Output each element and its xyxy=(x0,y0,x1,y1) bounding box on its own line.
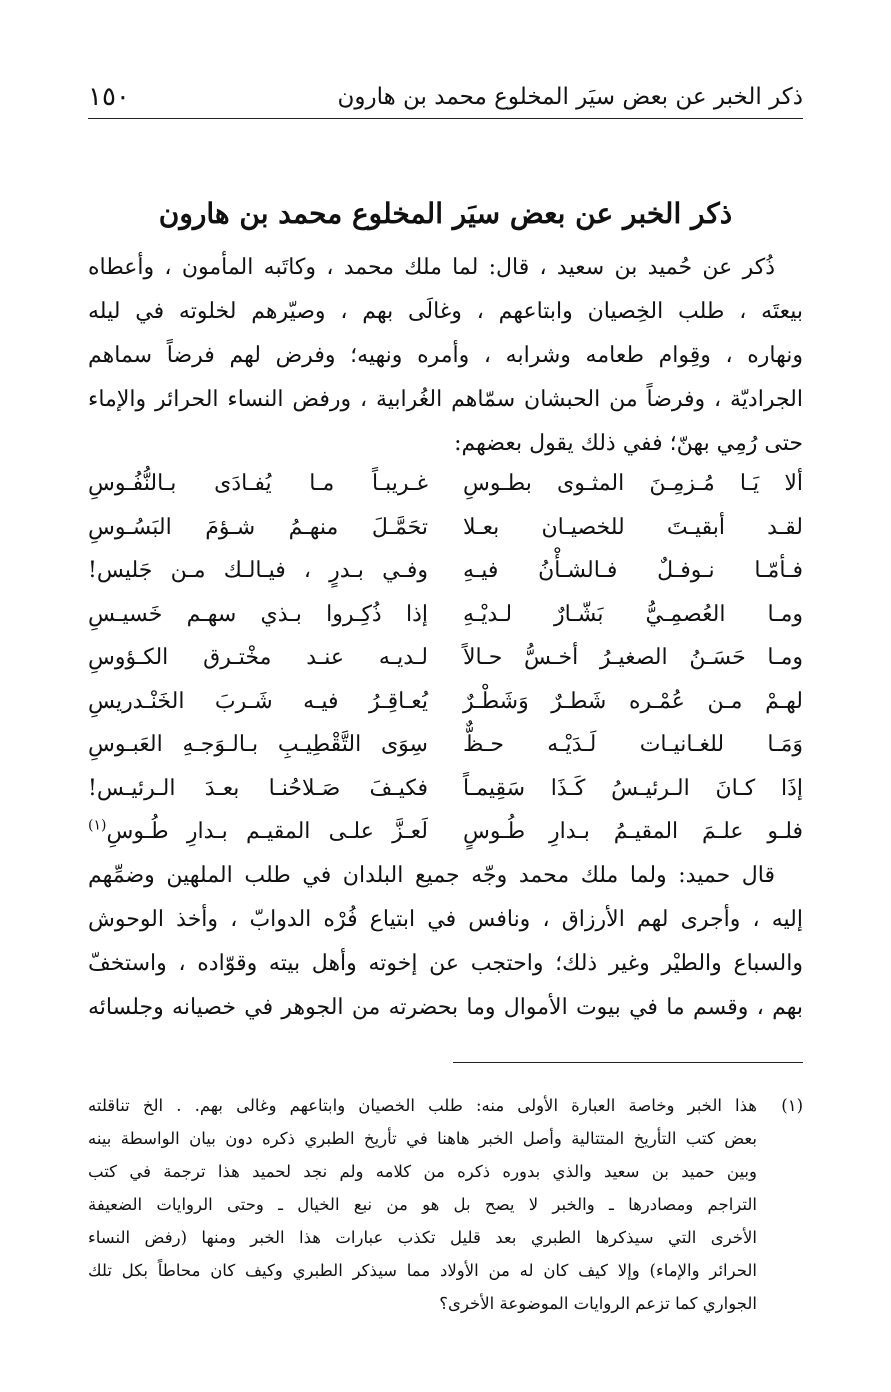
poem-hemistich-text: لَعـزَّ علـى المقيـم بـدارِ طُـوسِ xyxy=(106,819,428,844)
paragraph-line: حتى رُمِي بهنّ؛ ففي ذلك يقول بعضهم: xyxy=(454,431,803,456)
poem xyxy=(88,462,803,852)
poem-second-hemistich: لـديـه عنـد مخْتـرق الكـؤوسِ xyxy=(88,645,428,670)
poem-first-hemistich: فلـو علـمَ المقيـمُ بـدارِ طُـوسٍ xyxy=(463,819,803,844)
footnote-line xyxy=(88,1089,803,1122)
paragraph-1 xyxy=(88,246,803,466)
poem-verse xyxy=(88,462,803,506)
footnote-reference-marker[interactable]: (١) xyxy=(88,817,107,834)
paragraph-line: الجراديّة ، وفرضاً من الحبشان سمّاهم الغُرابية ، ورفض النساء الحرائر والإماء xyxy=(88,387,803,412)
poem-second-hemistich: يُعـاقِـرُ فيـه شَـربَ الخَنْـدريسِ xyxy=(88,688,428,714)
paragraph-line: والسباع والطيْر وغير ذلك؛ واحتجب عن إخوته وأهل بيته وقوّاده ، واستخفّ xyxy=(88,951,803,976)
poem-second-hemistich xyxy=(88,810,428,854)
poem-first-hemistich: فـأمّـا نـوفـلٌ فـالشـأْنُ فيـهِ xyxy=(463,558,803,583)
paragraph-line: إليه ، وأجرى لهم الأرزاق ، ونافس في ابتياع فُرْه الدوابّ ، وأخذ الوحوش xyxy=(88,907,803,932)
footnote-line: الجواري كما تزعم الروايات الموضوعة الأخرى؟ xyxy=(439,1294,757,1313)
poem-verse xyxy=(88,506,803,550)
poem-first-hemistich: إذَا كـانَ الـرئيـسُ كَـذَا سَقِيمـاً xyxy=(463,775,803,801)
poem-verse xyxy=(88,680,803,724)
poem-first-hemistich: لقـد أبقيـتَ للخصيـان بعـلا xyxy=(463,514,803,540)
poem-second-hemistich: وفـي بـدرٍ ، فيـالـك مـن جَليس! xyxy=(88,558,428,583)
paragraph-line: بيعتَه ، طلب الخِصيان وابتاعهم ، وغالَى بهم ، وصيّرهم لخلوته في ليله xyxy=(88,299,803,324)
footnote-line: الأخرى التي سيذكرها الطبري بعد قليل تكذب عبارات هذا الخبر ومنها (رفض النساء xyxy=(88,1228,757,1247)
header-rule xyxy=(88,118,803,119)
poem-verse xyxy=(88,810,803,854)
footnote-separator xyxy=(453,1062,803,1063)
chapter-title: ذكر الخبر عن بعض سيَر المخلوع محمد بن هارون xyxy=(158,197,733,230)
poem-first-hemistich: ألا يَـا مُـزمِـنَ المثـوى بطـوسِ xyxy=(463,471,803,496)
paragraph-line: بهم ، وقسم ما في بيوت الأموال وما بحضرته من الجوهر في خصيانه وجلسائه xyxy=(88,995,803,1020)
paragraph-line: ونهاره ، وقِوام طعامه وشرابه ، وأمره ونهيه؛ وفرض لهم فرضاً سماهم xyxy=(88,343,803,368)
poem-second-hemistich: إذا ذُكِـروا بـذي سهـم خَسيـسِ xyxy=(88,601,428,627)
poem-first-hemistich: ومـا العُصمِـيُّ بَشّـارٌ لـديْـهِ xyxy=(463,601,803,627)
poem-second-hemistich: فكيـفَ صَـلاحُنـا بعـدَ الـرئيـس! xyxy=(88,775,428,801)
page-number: ١٥٠ xyxy=(88,82,130,112)
footnote-text: هذا الخبر وخاصة العبارة الأولى منه: طلب الخصيان وابتاعهم وغالى بهم. . الخ تناقلته xyxy=(88,1096,757,1115)
paragraph-2 xyxy=(88,854,803,1030)
poem-second-hemistich: غـريبـاً مـا يُفـادَى بـالنُّفُـوسِ xyxy=(88,471,428,496)
footnote-line: التراجم ومصادرها ـ والخبر لا يصح بل هو من نبع الخيال ـ وحتى الروايات الضعيفة xyxy=(88,1195,757,1214)
poem-first-hemistich: ومـا حَسَـنُ الصغيـرُ أخـسُّ حـالاً xyxy=(463,645,803,670)
poem-verse xyxy=(88,767,803,811)
paragraph-line: ذُكر عن حُميد بن سعيد ، قال: لما ملك محمد ، وكاتَبه المأمون ، وأعطاه xyxy=(88,255,775,280)
footnote-line: وبين حميد بن سعيد والذي بدوره ذكره من كلامه ولم نجد لحميد هذا ترجمة في كتب xyxy=(88,1162,757,1181)
poem-verse xyxy=(88,593,803,637)
footnote-line: بعض كتب التأريخ المتتالية وأصل الخبر هاهنا في تأريخ الطبري ذكره دون بيان الواسطة بينه xyxy=(88,1129,757,1148)
poem-verse xyxy=(88,636,803,680)
footnote xyxy=(88,1089,803,1320)
poem-verse xyxy=(88,723,803,767)
poem-second-hemistich: سِوَى التَّقْطِيـبِ بـالـوَجـهِ العَبـوسِ xyxy=(88,732,428,757)
footnote-number: (١) xyxy=(781,1096,803,1115)
footnote-line: الحرائر والإماء) وإلا كيف كان له من الأولاد مما سيذكر الطبري وكيف كان محاطاً بكل تلك xyxy=(88,1261,757,1280)
running-header xyxy=(88,72,803,112)
poem-first-hemistich: وَمَـا للغـانيـات لَـدَيْـه حـظٌّ xyxy=(463,732,803,757)
paragraph-line: قال حميد: ولما ملك محمد وجّه جميع البلدان في طلب الملهين وضمِّهم xyxy=(88,863,775,888)
poem-second-hemistich: تحَمَّـلَ منهـمُ شـؤمَ البَسُـوسِ xyxy=(88,514,428,540)
poem-first-hemistich: لهـمْ مـن عُمْـره شَطـرٌ وَشَطْـرٌ xyxy=(463,688,803,714)
poem-verse xyxy=(88,549,803,593)
running-title: ذكر الخبر عن بعض سيَر المخلوع محمد بن هارون xyxy=(337,84,803,110)
